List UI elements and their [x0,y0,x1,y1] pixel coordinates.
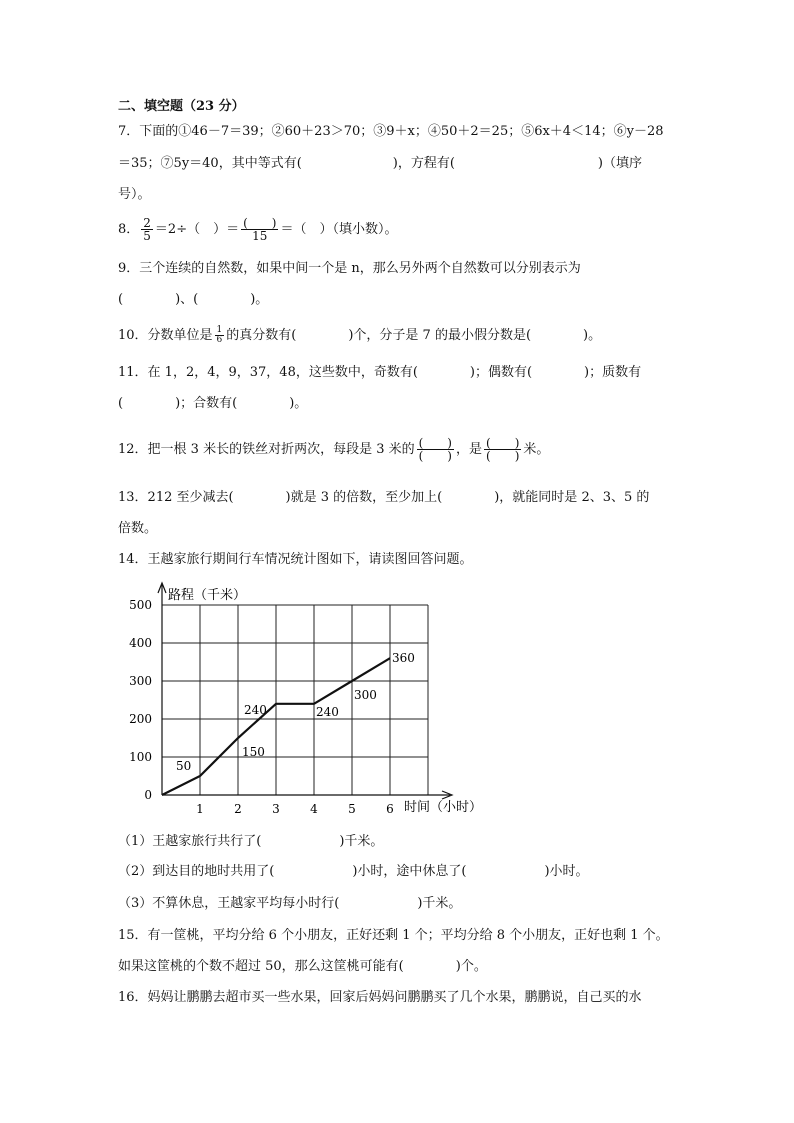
data-label: 240 [316,704,339,719]
q14-text: 14．王越家旅行期间行车情况统计图如下，请读图回答问题。 [118,552,473,567]
q10 [118,321,601,351]
data-label: 300 [354,688,377,702]
x-tick-label: 3 [272,802,280,816]
chart-x-label: 时间（小时） [404,800,483,815]
q12-fraction [417,437,454,462]
data-label: 360 [392,651,415,666]
q14-sub3: （3）不算休息，王越家平均每小时行( )千米。 [118,896,462,911]
q12-frac2-num: ( ) [486,436,520,450]
x-tick-label: 6 [386,802,394,816]
q8 [118,215,397,245]
q10-frac-den: 6 [216,335,223,345]
section-title: 二、填空题（23 分） [118,99,245,114]
q8-frac-den: 5 [143,229,151,243]
q8-fraction2 [241,217,278,242]
data-label: 240 [244,702,267,717]
chart-data-labels [176,651,415,773]
q13-line1: 13．212 至少减去( )就是 3 的倍数，至少加上( )，就能同时是 2、3、5 的 [118,490,650,505]
q13-line2: 倍数。 [118,521,158,536]
chart-grid [162,605,428,795]
q12-frac-num: ( ) [418,436,452,450]
q10-fraction [215,326,225,345]
q15-line2: 如果这筐桃的个数不超过 50，那么这筐桃可能有( )个。 [118,959,487,974]
q11-line2: ( )；合数有( )。 [118,396,308,411]
q7-line3: 号）。 [118,187,151,202]
q14-sub1: （1）王越家旅行共行了( )千米。 [118,834,384,849]
q10-prefix: 10．分数单位是 [118,328,213,343]
q8-frac2-num: ( ) [243,216,277,230]
q15-line1: 15．有一筐桃，平均分给 6 个小朋友，正好还剩 1 个；平均分给 8 个小朋友，正好也剩 1 个。 [118,928,669,943]
q9-line2: ( )、( )。 [118,292,269,307]
q8-frac2-den: 15 [252,229,268,243]
x-tick-label: 2 [234,802,242,816]
q12-frac2-den: ( ) [486,449,520,463]
y-tick-label: 300 [129,674,152,688]
q7-line2: ＝35；⑦5y＝40，其中等式有( )，方程有( )（填序 [118,156,642,171]
q10-suffix: 的真分数有( )个，分子是 7 的最小假分数是( )。 [226,328,602,343]
q16-line1: 16．妈妈让鹏鹏去超市买一些水果，回家后妈妈问鹏鹏买了几个水果，鹏鹏说，自己买的水 [118,990,642,1005]
q12-suffix: 米。 [523,442,550,457]
q8-mid: ＝2÷（ ）＝ [154,222,240,237]
x-tick-label: 5 [348,802,356,816]
x-tick-label: 1 [196,802,204,816]
q12 [118,433,549,467]
y-tick-label: 100 [129,750,152,764]
chart-y-label: 路程（千米） [168,588,247,603]
data-label: 50 [176,759,192,773]
y-tick-label: 200 [129,712,152,726]
q7-line1: 7．下面的①46－7＝39；②60＋23＞70；③9＋x；④50＋2＝25；⑤6x＋4＜14；⑥y－28 [118,124,664,139]
q8-frac-num: 2 [143,216,151,230]
data-label: 150 [242,745,265,759]
q8-suffix: ＝（ ）（填小数）。 [280,222,398,237]
q14-sub2: （2）到达目的地时共用了( )小时，途中休息了( )小时。 [118,864,589,879]
q12-mid: ，是 [456,442,483,457]
chart-axes [158,583,452,799]
y-tick-label: 400 [129,636,152,650]
q12-fraction2 [484,437,521,462]
distance-time-chart [110,575,490,820]
x-tick-label: 4 [310,802,318,816]
q11-line1: 11．在 1，2，4，9，37，48，这些数中，奇数有( )；偶数有( )；质数有 [118,365,642,380]
y-tick-label: 500 [129,598,152,612]
q10-frac-num: 1 [216,325,223,335]
q9-line1: 9．三个连续的自然数，如果中间一个是 n，那么另外两个自然数可以分别表示为 [118,261,581,276]
y-tick-label: 0 [144,788,152,802]
q8-fraction [141,217,153,242]
q8-prefix: 8． [118,222,140,237]
q12-prefix: 12．把一根 3 米长的铁丝对折两次，每段是 3 米的 [118,442,415,457]
q12-frac-den: ( ) [418,449,452,463]
